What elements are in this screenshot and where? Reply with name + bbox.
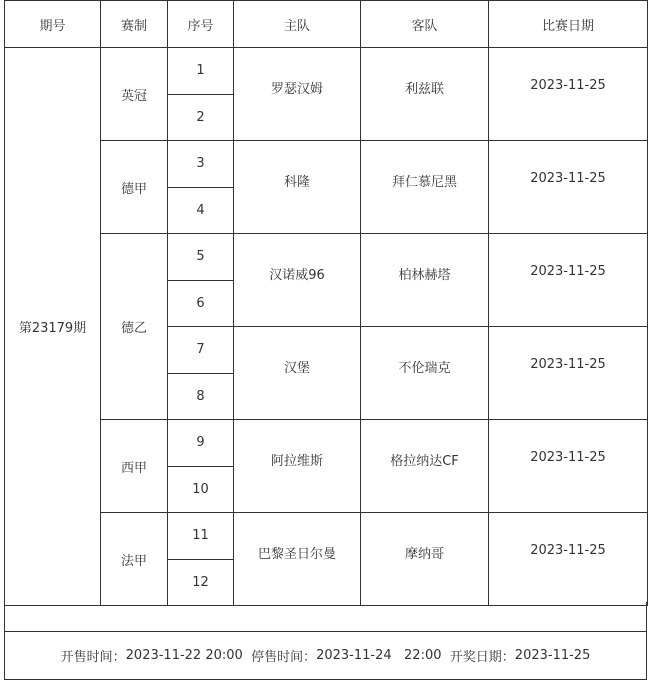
draw-date-value: 2023-11-25 bbox=[514, 647, 591, 663]
match-date-cell: 2023-11-25 bbox=[489, 327, 648, 420]
header-league: 赛制 bbox=[101, 1, 168, 48]
header-seq: 序号 bbox=[168, 1, 234, 48]
away-team-cell: 摩纳哥 bbox=[361, 513, 489, 606]
away-team-cell: 利兹联 bbox=[361, 48, 489, 141]
seq-cell: 12 bbox=[168, 559, 234, 606]
league-cell: 法甲 bbox=[101, 513, 168, 606]
away-team-cell: 格拉纳达CF bbox=[361, 420, 489, 513]
match-date-cell: 2023-11-25 bbox=[489, 420, 648, 513]
league-cell: 德甲 bbox=[101, 141, 168, 234]
seq-cell: 5 bbox=[168, 234, 234, 281]
league-cell: 德乙 bbox=[101, 234, 168, 420]
empty-spacer-row bbox=[4, 602, 647, 632]
table-row bbox=[5, 48, 648, 95]
table-row bbox=[5, 234, 648, 281]
seq-cell: 10 bbox=[168, 466, 234, 513]
home-team-cell: 罗瑟汉姆 bbox=[234, 48, 361, 141]
away-team-cell: 拜仁慕尼黑 bbox=[361, 141, 489, 234]
seq-cell: 11 bbox=[168, 513, 234, 560]
seq-cell: 8 bbox=[168, 373, 234, 420]
seq-cell: 7 bbox=[168, 327, 234, 374]
match-date-cell: 2023-11-25 bbox=[489, 48, 648, 141]
seq-cell: 2 bbox=[168, 94, 234, 141]
draw-date-label: 开奖日期： bbox=[449, 649, 515, 665]
period-cell: 第23179期 bbox=[5, 48, 101, 606]
header-away: 客队 bbox=[361, 1, 489, 48]
match-date-cell: 2023-11-25 bbox=[489, 513, 648, 606]
away-team-cell: 不伦瑞克 bbox=[361, 327, 489, 420]
home-team-cell: 汉堡 bbox=[234, 327, 361, 420]
seq-cell: 4 bbox=[168, 187, 234, 234]
home-team-cell: 汉诺威96 bbox=[234, 234, 361, 327]
away-team-cell: 柏林赫塔 bbox=[361, 234, 489, 327]
sale-info-footer bbox=[4, 631, 647, 680]
match-date-cell: 2023-11-25 bbox=[489, 141, 648, 234]
sale-start-value: 2023-11-22 20:00 bbox=[125, 647, 243, 663]
seq-cell: 9 bbox=[168, 420, 234, 467]
sale-stop-label: 停售时间： bbox=[251, 649, 317, 665]
seq-cell: 3 bbox=[168, 141, 234, 188]
table-row bbox=[5, 420, 648, 467]
home-team-cell: 巴黎圣日尔曼 bbox=[234, 513, 361, 606]
table-row bbox=[5, 513, 648, 560]
header-period: 期号 bbox=[5, 1, 101, 48]
league-cell: 英冠 bbox=[101, 48, 168, 141]
seq-cell: 1 bbox=[168, 48, 234, 95]
home-team-cell: 阿拉维斯 bbox=[234, 420, 361, 513]
match-date-cell: 2023-11-25 bbox=[489, 234, 648, 327]
sale-start-label: 开售时间： bbox=[60, 649, 126, 665]
header-date: 比赛日期 bbox=[489, 1, 648, 48]
table-header-row bbox=[5, 1, 648, 48]
seq-cell: 6 bbox=[168, 280, 234, 327]
sale-stop-value: 2023-11-24 22:00 bbox=[316, 647, 442, 663]
table-row bbox=[5, 141, 648, 188]
league-cell: 西甲 bbox=[101, 420, 168, 513]
header-home: 主队 bbox=[234, 1, 361, 48]
match-schedule-table bbox=[4, 0, 648, 606]
home-team-cell: 科隆 bbox=[234, 141, 361, 234]
